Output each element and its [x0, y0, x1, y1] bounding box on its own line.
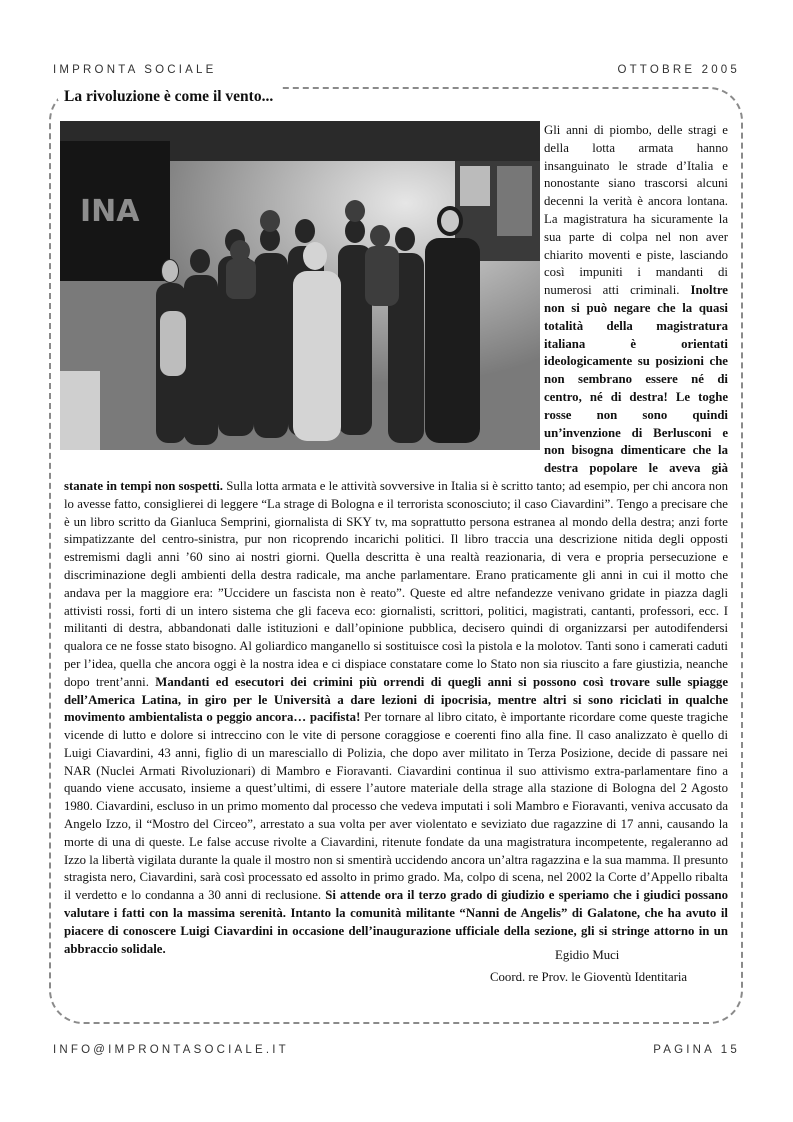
article-title: La rivoluzione è come il vento...: [64, 88, 274, 105]
svg-text:INA: INA: [80, 194, 140, 229]
article-text-bold-3: Si attende ora il terzo grado di giudizio e speriamo che i giudici possano valutare i fatti con la massima serenità. Intanto la comunità militante “Nanni de Angelis” di Galatone, che ha avuto il piacere di conoscere Luigi Ciavardini in occasione dell’inaugurazione ufficiale della sezione, gli si stringe attorno in un abbraccio solidale.: [64, 888, 728, 956]
author-role: Coord. re Prov. le Gioventù Identitaria: [490, 970, 688, 984]
article-text-case: Per tornare al libro citato, è importante ricordare come queste tragiche vicende di lutto e dolore si intreccino con le vite di persone coraggiose e coerenti fino alla fine. Il caso analizzato è quello di Luigi Ciavardini, 43 anni, figlio di un maresciallo di Polizia, che dopo aver militato in Terza Posizione, decide di passare nei NAR (Nuclei Armati Rivoluzionari) di Mambro e Fioravanti. Ciavardini continua il suo attivismo extra-parlamentare fino a quando viene accusato, insieme a quest’ultimi, di essere l’autore materiale della strage alla stazione di Bologna del 2 Agosto 1980. Ciavardini, escluso in un primo momento dal processo che vedeva imputati i soli Mambro e Fioravanti, veniva accusato da Angelo Izzo, il “Mostro del Circeo”, arrestato a sua volta per aver violentato e seviziato due ragazzine di 17 anni, causando la morte di una di queste. Le false accuse rivolte a Ciavardini, ritenute fondate da una magistratura incompetente, regaleranno ad Izzo la libertà vigilata durante la quale il mostro non si smentirà uccidendo ancora un’altra ragazzina e la sua mamma. Il presunto stragista nero, Ciavardini, sarà così processato ed assolto in primo grado. Ma, colpo di scena, nel 2002 la Corte d’Appello ribalta il verdetto e lo condanna a 30 anni di reclusione.: [64, 710, 729, 903]
article-body: [64, 122, 728, 958]
author-name: Egidio Muci: [555, 948, 620, 962]
page-number: PAGINA 15: [653, 1044, 740, 1056]
issue-date: OTTOBRE 2005: [617, 64, 740, 76]
article-text-intro: Gli anni di piombo, delle stragi e della lotta armata hanno insanguinato le strade d’Italia e nonostante siano trascorsi alcuni decenni la verità è ancora lontana. La magistratura ha sicuramente la sua parte di colpa nel non aver chiarito moventi e piste, lasciando così impuniti i mandanti di numerosi atti criminali.: [544, 123, 728, 298]
article-text-bold-1: Inoltre non si può negare che la quasi totalità della magistratura italiana è orientati ideologicamente su posizioni che non sembrano essere né di centro, né di destra! Le toghe rosse non sono quindi un’invenzione di Berlusconi e non bisogna dimenticare che la destra popolare le aveva già stanate in tempi non sospetti.: [64, 283, 728, 493]
contact-email: INFO@IMPRONTASOCIALE.IT: [53, 1044, 289, 1056]
article-text-book: Sulla lotta armata e le attività sovversive in Italia si è scritto tanto; ad esempio, per chi ancora non lo avesse fatto, consiglierei di leggere “La strage di Bologna e il terrorista sconosciuto; il caso Ciavardini”. Tengo a precisare che è un libro scritto da Gianluca Semprini, giornalista di SKY tv, ma soprattutto persona estranea al mondo della destra; anzi forte simpatizzante del centro-sinistra, pur non ricoprendo incarichi politici. Il libro traccia una descrizione nitida degli opposti estremismi dagli anni ’60 sino ai nostri giorni. Quella descritta è una realtà reazionaria, di vera e propria persecuzione e discriminazione degli ambienti della destra radicale, ma anche parlamentare. Erano praticamente gli anni in cui il motto che andava per la maggiore era: ”Uccidere un fascista non è reato”. Queste ed altre nefandezze venivano gridate in piazza dagli attivisti rossi, forti di un intero sistema che gli faceva eco: giornalisti, scrittori, politici, magistrati, cantanti, professori, ecc. I militanti di destra, abbandonati dalle istituzioni e dall’opinione pubblica, decisero quindi di organizzarsi per autodifendersi qualora ce ne fosse stato bisogno. Al goliardico manganello si sostituisce così la pistola e la molotov. Tanti sono i camerati caduti per l’idea, quella che ancora oggi è la nostra idea e ci dispiace constatare come lo Stato non sia riuscito a fare giustizia, neanche dopo trent’anni.: [64, 478, 729, 689]
article-text-bold-2: Mandanti ed esecutori dei crimini più orrendi di quegli anni si possono così trovare sulle spiagge dell’America Latina, in giro per le Università a dare lezioni di ipocrisia, mentre altri si sono riciclati in qualche movimento ambientalista o peggio ancora… pacifista!: [64, 674, 729, 725]
photo-space: [64, 122, 544, 462]
publication-name: IMPRONTA SOCIALE: [53, 64, 217, 76]
